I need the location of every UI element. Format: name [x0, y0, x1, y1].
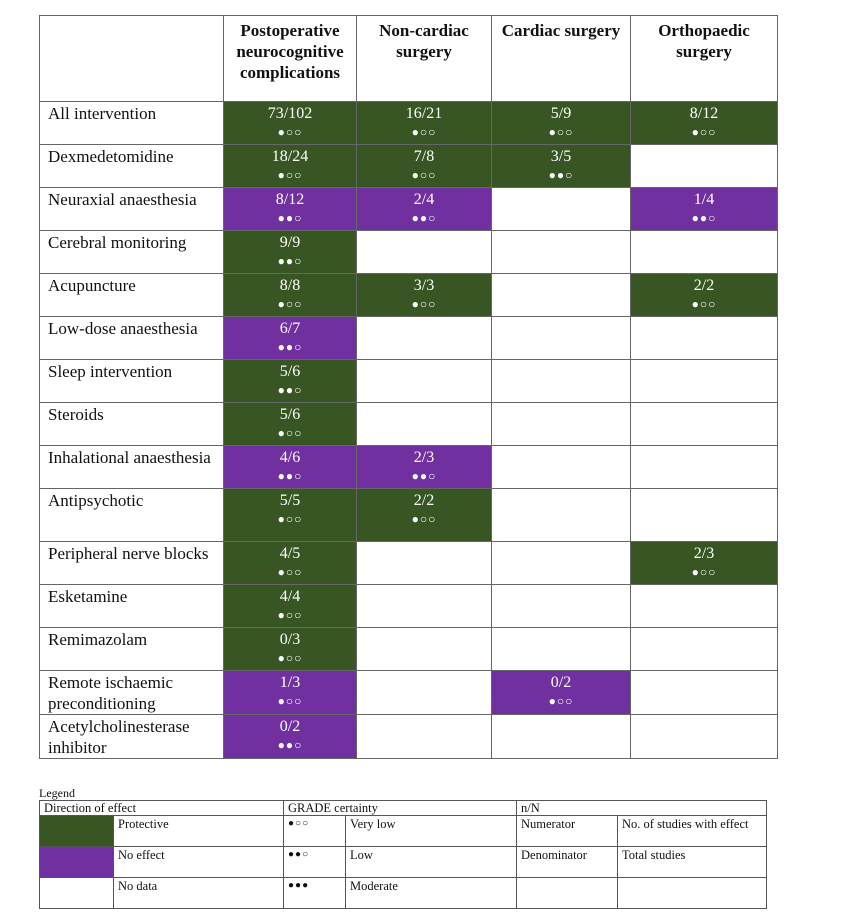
cell-cardiac [492, 231, 631, 274]
cell-non-cardiac [357, 403, 492, 446]
table-row [40, 188, 778, 231]
study-fraction: 5/6 [279, 406, 301, 423]
grade-certainty-icon: ●○○ [691, 297, 717, 311]
grade-certainty-icon: ●○○ [411, 297, 437, 311]
cell-postoperative [224, 542, 357, 585]
grade-certainty-icon: ●○○ [277, 125, 303, 139]
legend-row [40, 847, 767, 878]
cell-cardiac [492, 188, 631, 231]
cell-non-cardiac [357, 715, 492, 759]
grade-certainty-icon: ●○○ [277, 694, 303, 708]
grade-certainty-icon: ●○○ [277, 565, 303, 579]
table-header-row [40, 16, 778, 102]
grade-certainty-icon: ●●○ [277, 738, 303, 752]
study-fraction: 73/102 [267, 105, 313, 122]
legend-empty-cell [618, 878, 767, 909]
legend-numerator-label: Numerator [517, 816, 618, 847]
protective-swatch [40, 816, 114, 847]
cell-cardiac [492, 360, 631, 403]
cell-orthopaedic [631, 145, 778, 188]
grade-certainty-icon: ●○○ [277, 297, 303, 311]
row-label: Acetylcholinesterase inhibitor [40, 715, 224, 759]
table-row [40, 446, 778, 489]
grade-certainty-icon: ●○○ [277, 651, 303, 665]
cell-cardiac [492, 628, 631, 671]
cell-postoperative [224, 188, 357, 231]
no-effect-swatch [40, 847, 114, 878]
header-cardiac: Cardiac surgery [492, 16, 631, 102]
row-label: Steroids [40, 403, 224, 446]
study-fraction: 0/2 [550, 674, 572, 691]
cell-orthopaedic [631, 628, 778, 671]
cell-non-cardiac [357, 542, 492, 585]
study-fraction: 9/9 [279, 234, 301, 251]
cell-orthopaedic [631, 403, 778, 446]
study-fraction: 5/5 [279, 492, 301, 509]
cell-postoperative [224, 715, 357, 759]
cell-cardiac [492, 542, 631, 585]
grade-certainty-icon: ●●○ [548, 168, 574, 182]
legend-denominator-desc: Total studies [618, 847, 767, 878]
grade-certainty-icon: ●○○ [411, 512, 437, 526]
cell-orthopaedic [631, 231, 778, 274]
cell-cardiac [492, 671, 631, 715]
table-row [40, 403, 778, 446]
legend-denominator-label: Denominator [517, 847, 618, 878]
cell-non-cardiac [357, 360, 492, 403]
table-row [40, 274, 778, 317]
cell-cardiac [492, 102, 631, 145]
study-fraction: 8/12 [689, 105, 719, 122]
legend-very-low-label: Very low [346, 816, 517, 847]
study-fraction: 4/5 [279, 545, 301, 562]
cell-cardiac [492, 317, 631, 360]
cell-postoperative [224, 585, 357, 628]
table-row [40, 317, 778, 360]
cell-postoperative [224, 671, 357, 715]
no-data-swatch [40, 878, 114, 909]
legend-row [40, 816, 767, 847]
study-fraction: 8/8 [279, 277, 301, 294]
cell-postoperative [224, 403, 357, 446]
cell-postoperative [224, 628, 357, 671]
study-fraction: 2/2 [693, 277, 715, 294]
study-fraction: 5/6 [279, 363, 301, 380]
cell-orthopaedic [631, 715, 778, 759]
cell-cardiac [492, 145, 631, 188]
row-label: Antipsychotic [40, 489, 224, 542]
table-row [40, 715, 778, 759]
row-label: Esketamine [40, 585, 224, 628]
cell-cardiac [492, 715, 631, 759]
legend-no-effect-label: No effect [114, 847, 284, 878]
cell-non-cardiac [357, 188, 492, 231]
row-label: Dexmedetomidine [40, 145, 224, 188]
grade-certainty-icon: ●○○ [277, 512, 303, 526]
cell-orthopaedic [631, 542, 778, 585]
cell-postoperative [224, 274, 357, 317]
cell-non-cardiac [357, 446, 492, 489]
cell-postoperative [224, 446, 357, 489]
grade-certainty-icon: ●●○ [277, 469, 303, 483]
grade-certainty-icon: ●●○ [411, 469, 437, 483]
study-fraction: 5/9 [550, 105, 572, 122]
cell-orthopaedic [631, 274, 778, 317]
cell-non-cardiac [357, 231, 492, 274]
cell-cardiac [492, 489, 631, 542]
study-fraction: 2/3 [693, 545, 715, 562]
cell-postoperative [224, 231, 357, 274]
table-row [40, 145, 778, 188]
study-fraction: 16/21 [405, 105, 443, 122]
study-fraction: 18/24 [271, 148, 309, 165]
grade-certainty-icon: ●●○ [277, 254, 303, 268]
legend-protective-label: Protective [114, 816, 284, 847]
cell-orthopaedic [631, 188, 778, 231]
grade-certainty-icon: ●●○ [277, 340, 303, 354]
table-row [40, 102, 778, 145]
row-label: Cerebral monitoring [40, 231, 224, 274]
table-row [40, 671, 778, 715]
row-label: Peripheral nerve blocks [40, 542, 224, 585]
row-label: Remimazolam [40, 628, 224, 671]
cell-postoperative [224, 102, 357, 145]
legend-grade-header: GRADE certainty [284, 801, 517, 816]
grade-certainty-icon: ●○○ [691, 565, 717, 579]
cell-cardiac [492, 403, 631, 446]
cell-orthopaedic [631, 671, 778, 715]
cell-non-cardiac [357, 671, 492, 715]
legend-title: Legend [39, 786, 75, 800]
cell-cardiac [492, 274, 631, 317]
cell-orthopaedic [631, 446, 778, 489]
header-postoperative: Postoperative neurocognitive complications [224, 16, 357, 102]
cell-non-cardiac [357, 102, 492, 145]
cell-non-cardiac [357, 274, 492, 317]
legend-row [40, 878, 767, 909]
header-non-cardiac: Non-cardiac surgery [357, 16, 492, 102]
legend-moderate-label: Moderate [346, 878, 517, 909]
grade-certainty-icon: ●○○ [548, 125, 574, 139]
legend-empty-cell [517, 878, 618, 909]
table-row [40, 489, 778, 542]
legend-direction-header: Direction of effect [40, 801, 284, 816]
cell-postoperative [224, 317, 357, 360]
header-corner [40, 16, 224, 102]
very-low-symbol: ●○○ [284, 816, 346, 847]
cell-postoperative [224, 360, 357, 403]
cell-cardiac [492, 446, 631, 489]
study-fraction: 7/8 [413, 148, 435, 165]
row-label: Neuraxial anaesthesia [40, 188, 224, 231]
legend-no-data-label: No data [114, 878, 284, 909]
legend-header-row [40, 801, 767, 816]
study-fraction: 6/7 [279, 320, 301, 337]
cell-postoperative [224, 145, 357, 188]
study-fraction: 1/3 [279, 674, 301, 691]
table-row [40, 360, 778, 403]
cell-non-cardiac [357, 628, 492, 671]
cell-orthopaedic [631, 360, 778, 403]
legend-numerator-desc: No. of studies with effect [618, 816, 767, 847]
cell-orthopaedic [631, 102, 778, 145]
study-fraction: 1/4 [693, 191, 715, 208]
study-fraction: 2/2 [413, 492, 435, 509]
cell-orthopaedic [631, 489, 778, 542]
legend-nn-header: n/N [517, 801, 767, 816]
moderate-symbol: ●●● [284, 878, 346, 909]
grade-certainty-icon: ●○○ [411, 168, 437, 182]
row-label: Low-dose anaesthesia [40, 317, 224, 360]
cell-orthopaedic [631, 585, 778, 628]
cell-cardiac [492, 585, 631, 628]
study-fraction: 4/4 [279, 588, 301, 605]
row-label: Acupuncture [40, 274, 224, 317]
row-label: Sleep intervention [40, 360, 224, 403]
study-fraction: 3/3 [413, 277, 435, 294]
study-fraction: 0/2 [279, 718, 301, 735]
evidence-table [39, 15, 778, 759]
table-row [40, 628, 778, 671]
grade-certainty-icon: ●○○ [548, 694, 574, 708]
study-fraction: 2/4 [413, 191, 435, 208]
grade-certainty-icon: ●○○ [691, 125, 717, 139]
grade-certainty-icon: ●●○ [411, 211, 437, 225]
table-row [40, 231, 778, 274]
study-fraction: 2/3 [413, 449, 435, 466]
study-fraction: 8/12 [275, 191, 305, 208]
low-symbol: ●●○ [284, 847, 346, 878]
cell-non-cardiac [357, 585, 492, 628]
cell-non-cardiac [357, 489, 492, 542]
legend-table [39, 800, 767, 909]
study-fraction: 3/5 [550, 148, 572, 165]
row-label: Remote ischaemic preconditioning [40, 671, 224, 715]
study-fraction: 4/6 [279, 449, 301, 466]
grade-certainty-icon: ●●○ [277, 383, 303, 397]
grade-certainty-icon: ●●○ [691, 211, 717, 225]
grade-certainty-icon: ●●○ [277, 211, 303, 225]
table-row [40, 585, 778, 628]
row-label: All intervention [40, 102, 224, 145]
grade-certainty-icon: ●○○ [277, 426, 303, 440]
cell-postoperative [224, 489, 357, 542]
cell-non-cardiac [357, 145, 492, 188]
legend-low-label: Low [346, 847, 517, 878]
grade-certainty-icon: ●○○ [277, 608, 303, 622]
grade-certainty-icon: ●○○ [411, 125, 437, 139]
cell-non-cardiac [357, 317, 492, 360]
row-label: Inhalational anaesthesia [40, 446, 224, 489]
cell-orthopaedic [631, 317, 778, 360]
table-row [40, 542, 778, 585]
header-orthopaedic: Orthopaedic surgery [631, 16, 778, 102]
grade-certainty-icon: ●○○ [277, 168, 303, 182]
study-fraction: 0/3 [279, 631, 301, 648]
